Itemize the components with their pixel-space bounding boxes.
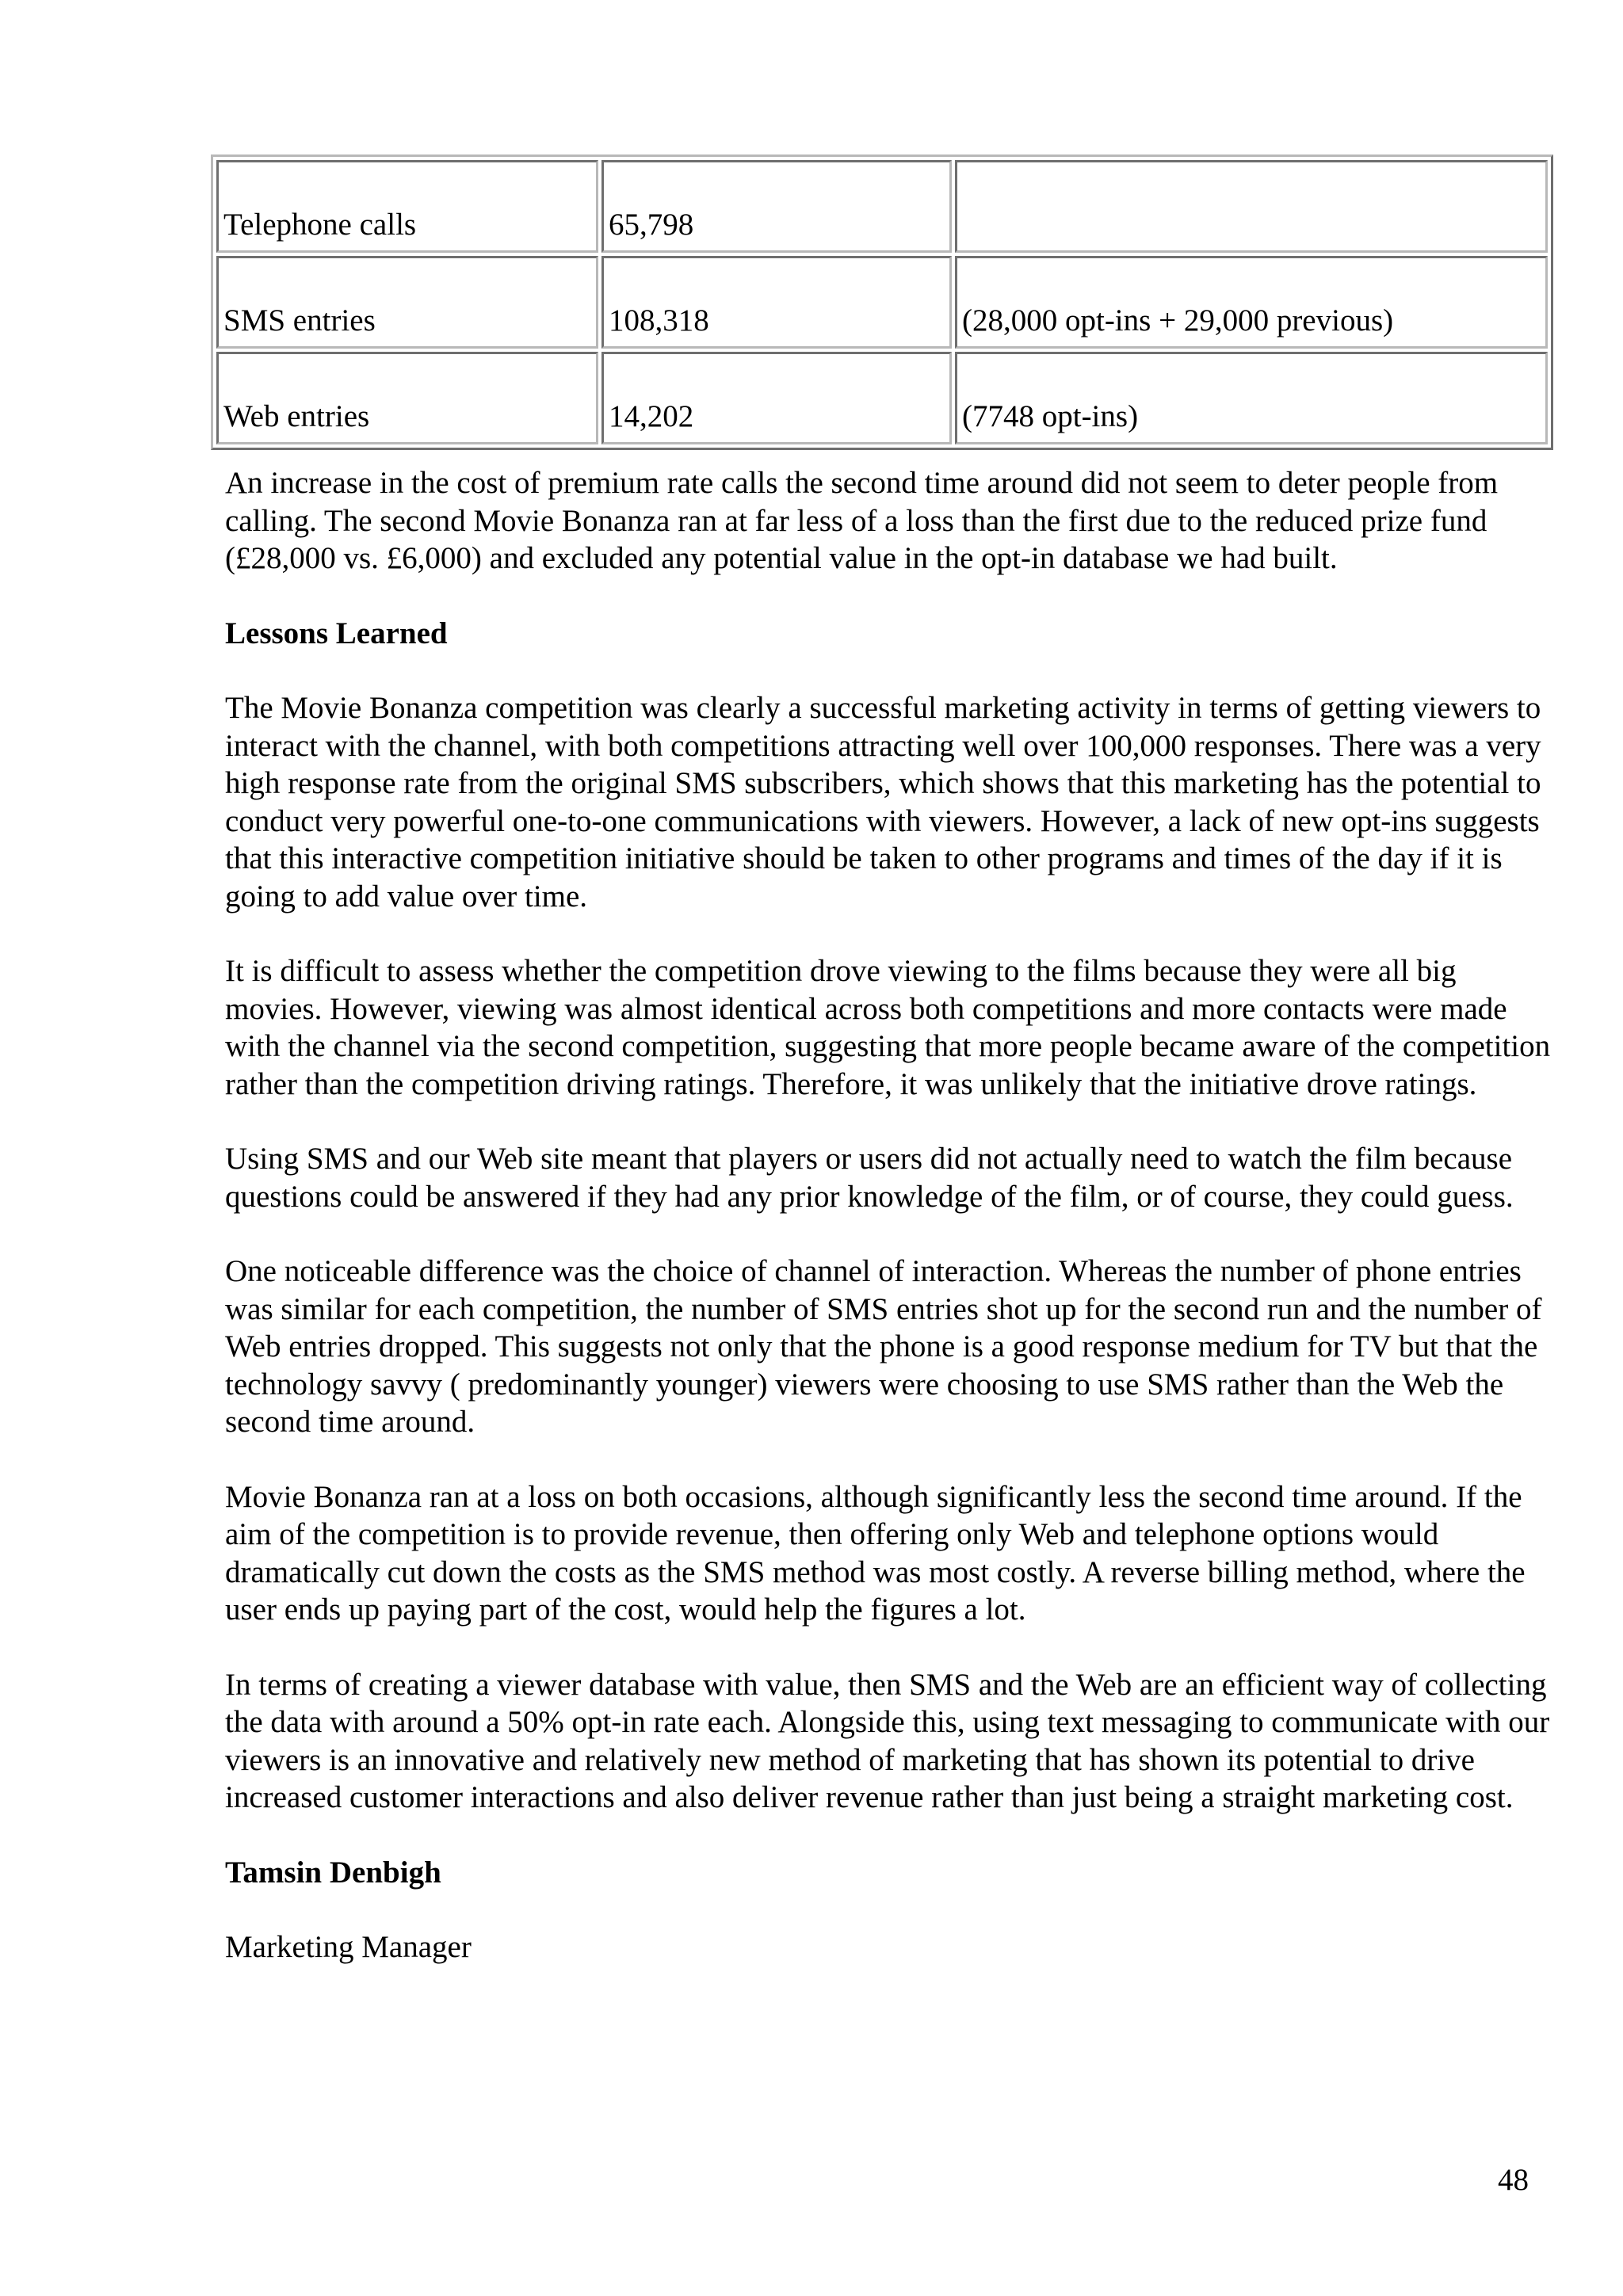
table-cell-value: 65,798 <box>601 160 952 253</box>
table-cell-note: (28,000 opt-ins + 29,000 previous) <box>955 256 1548 349</box>
table-row <box>216 352 1548 444</box>
paragraph: The Movie Bonanza competition was clearly a successful marketing activity in terms of getting viewers to interact with the channel, with both competitions attracting well over 100,000 responses. There was a very high response rate from the original SMS subscribers, which shows that this marketing has the potential to conduct very powerful one-to-one communications with viewers. However, a lack of new opt-ins suggests that this interactive competition initiative should be taken to other programs and times of the day if it is going to add value over time. <box>225 691 1541 913</box>
table-row <box>216 256 1548 349</box>
table-cell-value: 14,202 <box>601 352 952 444</box>
table-cell-label: Telephone calls <box>216 160 598 253</box>
table-cell-note: (7748 opt-ins) <box>955 352 1548 444</box>
paragraph: An increase in the cost of premium rate calls the second time around did not seem to deter people from calling. The second Movie Bonanza ran at far less of a loss than the first due to the reduced prize fund (£28,000 vs. £6,000) and excluded any potential value in the opt-in database we had built. <box>225 466 1499 575</box>
paragraph: It is difficult to assess whether the competition drove viewing to the films because they were all big movies. However, viewing was almost identical across both competitions and more contacts were made with the channel via the second competition, suggesting that more people became aware of the competition rather than the competition driving ratings. Therefore, it was unlikely that the initiative drove ratings. <box>225 954 1551 1101</box>
section-heading: Lessons Learned <box>225 616 448 650</box>
paragraph: Using SMS and our Web site meant that players or users did not actually need to watch the film because questions could be answered if they had any prior knowledge of the film, or of course, they could guess. <box>225 1142 1514 1214</box>
table-row <box>216 160 1548 253</box>
signature-name: Tamsin Denbigh <box>225 1855 441 1890</box>
table-cell-note <box>955 160 1548 253</box>
paragraph: One noticeable difference was the choice of channel of interaction. Whereas the number of phone entries was similar for each competition, the number of SMS entries shot up for the second run and the number of Web entries dropped. This suggests not only that the phone is a good response medium for TV but that the technology savvy ( predominantly younger) viewers were choosing to use SMS rather than the Web the second time around. <box>225 1254 1542 1439</box>
table-cell-value: 108,318 <box>601 256 952 349</box>
body-text <box>225 464 1556 2004</box>
paragraph: In terms of creating a viewer database with value, then SMS and the Web are an efficient way of collecting the data with around a 50% opt-in rate each. Alongside this, using text messaging to communicate with our viewers is an innovative and relatively new method of marketing that has shown its potential to drive increased customer interactions and also deliver revenue rather than just being a straight marketing cost. <box>225 1667 1550 1814</box>
paragraph: Movie Bonanza ran at a loss on both occasions, although significantly less the second time around. If the aim of the competition is to provide revenue, then offering only Web and telephone options would dramatically cut down the costs as the SMS method was most costly. A reverse billing method, where the user ends up paying part of the cost, would help the figures a lot. <box>225 1479 1526 1627</box>
signature-title: Marketing Manager <box>225 1930 472 1964</box>
table-cell-label: SMS entries <box>216 256 598 349</box>
entries-table <box>211 154 1553 450</box>
page-number: 48 <box>1498 2163 1529 2197</box>
table-cell-label: Web entries <box>216 352 598 444</box>
